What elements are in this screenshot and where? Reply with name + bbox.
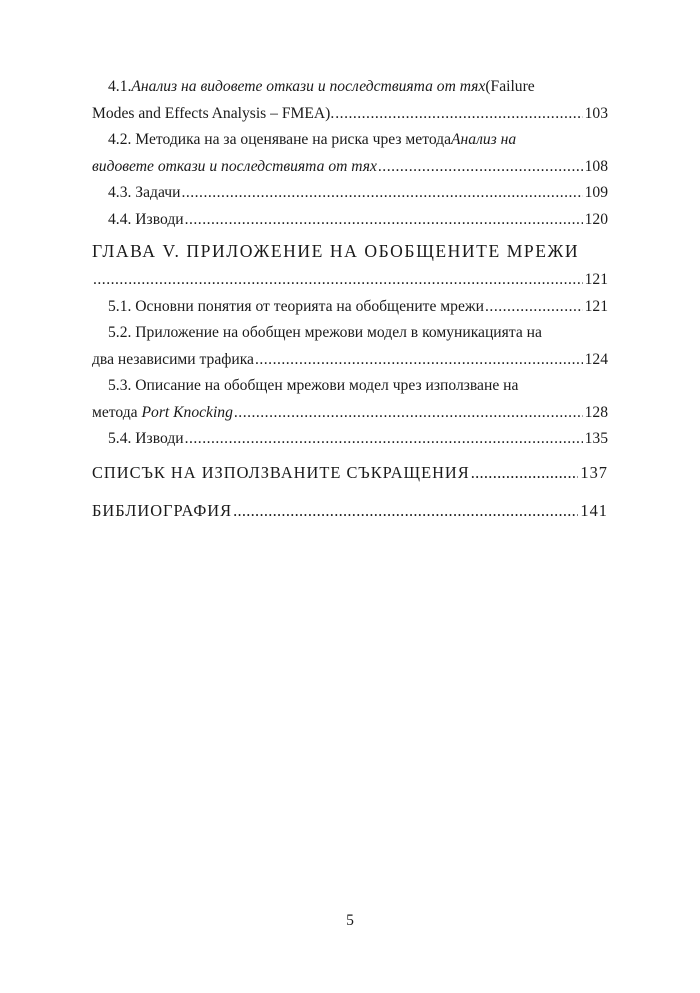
toc-entry-text: видовете откази и последствията от тях: [92, 157, 377, 175]
toc-entry-5-4[interactable]: [92, 426, 608, 453]
toc-entry-4-2-line2[interactable]: [92, 154, 608, 181]
toc-entry-text: 5.4. Изводи: [108, 430, 184, 447]
toc-page-number: 121: [584, 271, 608, 288]
toc-entry-text: 5.1. Основни понятия от теорията на обобщените мрежи: [108, 297, 485, 315]
toc-entry-4-4[interactable]: [92, 207, 608, 234]
toc-entry-4-1-line2[interactable]: [92, 101, 608, 128]
toc-entry-text: 4.4. Изводи: [108, 210, 184, 228]
toc-chapter-5-page-line[interactable]: [92, 267, 608, 294]
dot-leader: [185, 426, 583, 453]
toc-entry-5-3-line2[interactable]: [92, 400, 608, 427]
toc-page-number: 137: [580, 462, 608, 482]
toc-page-number: 121: [584, 297, 608, 315]
dot-leader: [185, 207, 583, 234]
dot-leader: [471, 457, 579, 489]
toc-entry-4-2-line1[interactable]: 4.2. Методика на за оценяване на риска чрез метода Анализ на: [108, 131, 517, 148]
dot-leader: [485, 294, 583, 321]
toc-page-number: 108: [584, 157, 608, 175]
toc-entry-text: 4.3. Задачи: [108, 184, 181, 201]
toc-entry-4-3[interactable]: [92, 180, 608, 207]
toc-chapter-5-title[interactable]: ГЛАВА V. ПРИЛОЖЕНИЕ НА ОБОБЩЕНИТЕ МРЕЖИ: [92, 241, 580, 261]
toc-entry-abbreviations[interactable]: [92, 457, 608, 489]
toc-page-number: 120: [584, 210, 608, 228]
toc-entry-5-2-line1[interactable]: 5.2. Приложение на обобщен мрежови модел в комуникацията на: [108, 324, 542, 341]
toc-page-number: 135: [584, 430, 608, 447]
toc-page-number: 103: [584, 104, 608, 122]
table-of-contents: [92, 74, 608, 527]
page-number: 5: [346, 912, 354, 929]
toc-entry-5-1[interactable]: [92, 294, 608, 321]
toc-page-number: 109: [584, 184, 608, 201]
dot-leader: [93, 267, 583, 294]
dot-leader: [233, 495, 578, 527]
dot-leader: [378, 154, 583, 181]
toc-entry-text: БИБЛИОГРАФИЯ: [92, 500, 233, 520]
toc-page-number: 141: [580, 500, 608, 520]
toc-page-number: 124: [584, 350, 608, 368]
toc-page-number: 128: [584, 403, 608, 421]
dot-leader: [255, 347, 583, 374]
toc-entry-4-1-line1[interactable]: 4.1. Анализ на видовете откази и последствията от тях (Failure: [108, 78, 535, 95]
toc-entry-text: два независими трафика: [92, 350, 254, 368]
toc-entry-text: СПИСЪК НА ИЗПОЛЗВАНИТЕ СЪКРАЩЕНИЯ: [92, 462, 470, 482]
toc-entry-5-2-line2[interactable]: [92, 347, 608, 374]
dot-leader: [335, 101, 582, 128]
toc-entry-bibliography[interactable]: [92, 495, 608, 527]
toc-entry-5-3-line1[interactable]: 5.3. Описание на обобщен мрежови модел чрез използване на: [108, 377, 519, 394]
toc-entry-text: метода Port Knocking: [92, 403, 233, 421]
dot-leader: [181, 180, 582, 207]
dot-leader: [234, 400, 583, 427]
toc-entry-text: Modes and Effects Analysis – FMEA).: [92, 104, 335, 122]
